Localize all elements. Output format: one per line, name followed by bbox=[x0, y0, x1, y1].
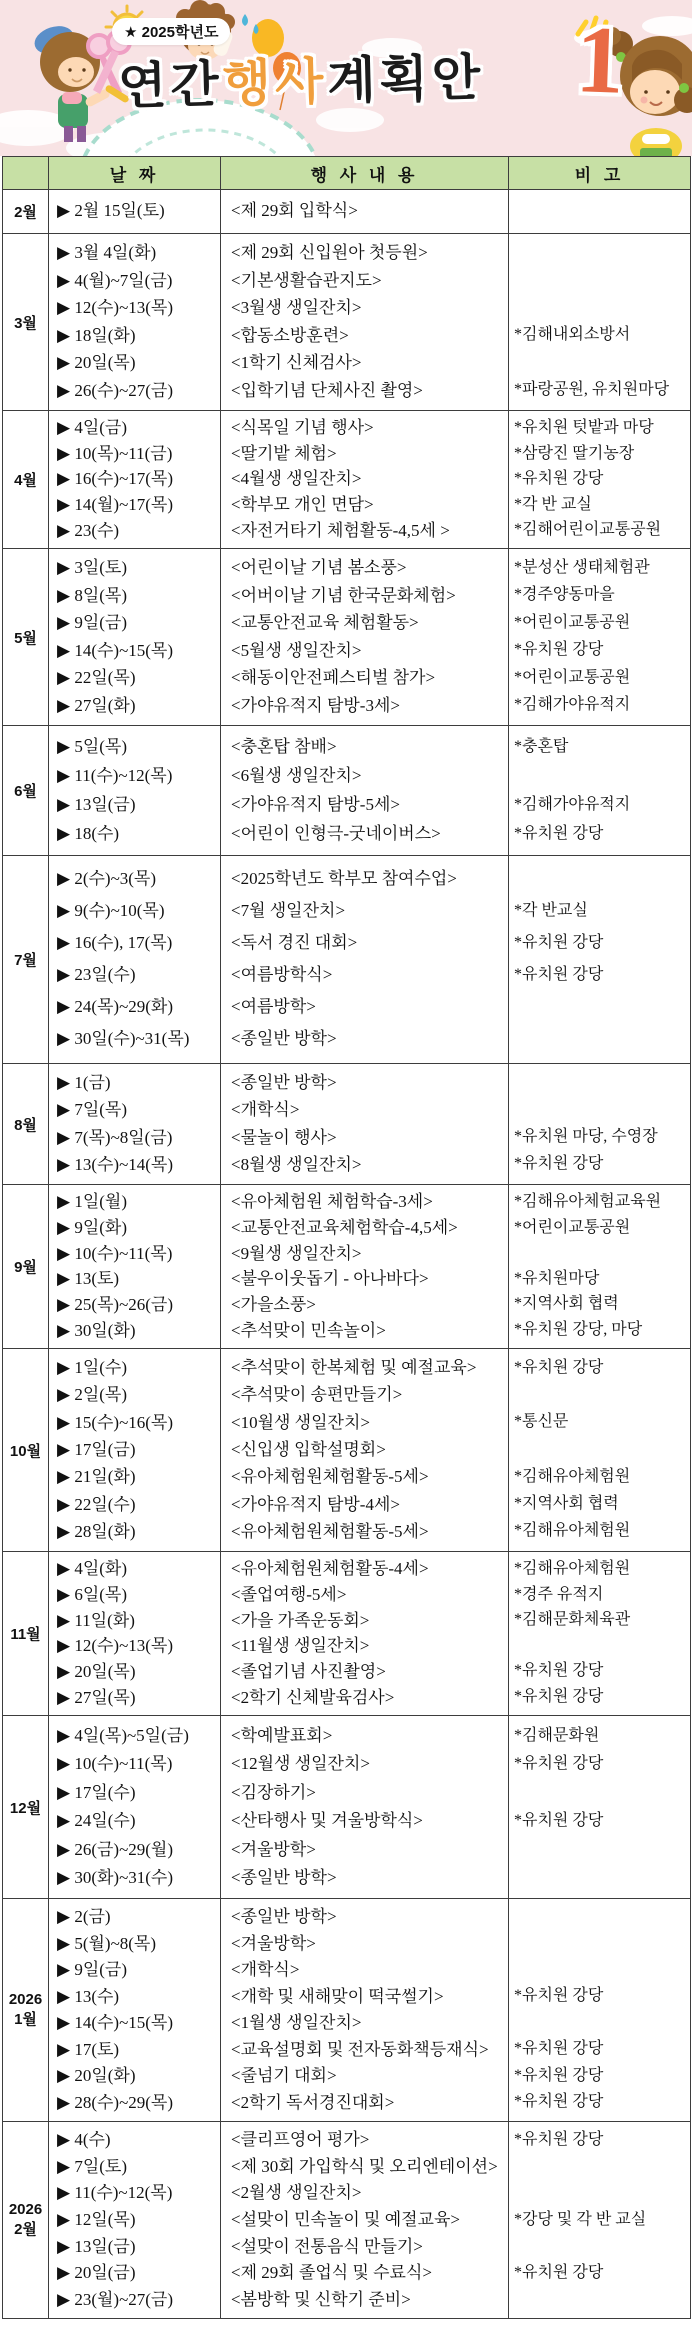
date-line: ▶ 5(월)~8(목) bbox=[57, 1933, 157, 1953]
event-line: <학예발표회> bbox=[231, 1725, 333, 1745]
date-line: ▶ 16(수)~17(목) bbox=[57, 469, 174, 489]
dates-cell bbox=[49, 856, 221, 1064]
date-line: ▶ 11(수)~12(목) bbox=[57, 2183, 173, 2203]
note-line: *충혼탑 bbox=[514, 737, 569, 755]
event-line: <1월생 생일잔치> bbox=[231, 2013, 362, 2033]
date-line: ▶ 9일(화) bbox=[57, 1217, 127, 1237]
notes-cell bbox=[509, 1716, 691, 1899]
date-line: ▶ 27일(목) bbox=[57, 1687, 136, 1707]
month-cell: 2026 2월 bbox=[3, 2122, 49, 2319]
date-line: ▶ 12일(목) bbox=[57, 2209, 136, 2229]
date-line: ▶ 10(목)~11(금) bbox=[57, 443, 173, 463]
note-line: *유치원 강당 bbox=[514, 1662, 604, 1680]
date-line: ▶ 17(토) bbox=[57, 2039, 120, 2059]
event-line: <여름방학> bbox=[231, 997, 316, 1017]
event-line: <설맞이 전통음식 만들기> bbox=[231, 2236, 423, 2256]
date-line: ▶ 1일(월) bbox=[57, 1192, 127, 1212]
event-line: <줄넘기 대회> bbox=[231, 2066, 337, 2086]
event-line: <기본생활습관지도> bbox=[231, 270, 382, 290]
date-line: ▶ 24(목)~29(화) bbox=[57, 997, 174, 1017]
note-line: *어린이교통공원 bbox=[514, 668, 631, 686]
date-line: ▶ 2월 15일(토) bbox=[57, 201, 165, 221]
event-line: <개학 및 새해맞이 떡국썰기> bbox=[231, 1986, 444, 2006]
event-line: <제 29회 신입원아 첫등원> bbox=[231, 242, 428, 262]
notes-cell bbox=[509, 726, 691, 856]
event-line: <2학기 신체발육검사> bbox=[231, 1687, 395, 1707]
banner bbox=[0, 0, 692, 156]
event-line: <12월생 생일잔치> bbox=[231, 1754, 370, 1774]
note-line bbox=[514, 1636, 688, 1657]
note-line bbox=[514, 1440, 688, 1461]
event-line: <1학기 신체검사> bbox=[231, 353, 362, 373]
date-line: ▶ 13(수) bbox=[57, 1986, 120, 2006]
date-line: ▶ 8일(목) bbox=[57, 585, 127, 605]
date-line: ▶ 2일(목) bbox=[57, 1385, 127, 1405]
event-line: <종일반 방학> bbox=[231, 1906, 337, 1926]
dates-cell bbox=[49, 1552, 221, 1716]
event-line: <클리프영어 평가> bbox=[231, 2130, 370, 2150]
date-line: ▶ 20일(금) bbox=[57, 2263, 136, 2283]
date-line: ▶ 26(금)~29(월) bbox=[57, 1839, 174, 1859]
notes-cell bbox=[509, 190, 691, 234]
date-line: ▶ 7일(토) bbox=[57, 2156, 127, 2176]
note-line: *유치원 강당 bbox=[514, 1358, 604, 1376]
event-line: <종일반 방학> bbox=[231, 1868, 337, 1888]
dates-cell bbox=[49, 234, 221, 411]
notes-cell bbox=[509, 1064, 691, 1185]
note-line: *유치원 강당 bbox=[514, 966, 604, 984]
dates-cell bbox=[49, 411, 221, 549]
month-row bbox=[3, 1899, 691, 2122]
note-line: *어린이교통공원 bbox=[514, 1218, 631, 1236]
note-line: *강당 및 각 반 교실 bbox=[514, 2210, 647, 2228]
event-line: <8월생 생일잔치> bbox=[231, 1155, 362, 1175]
date-line: ▶ 12(수)~13(목) bbox=[57, 1636, 174, 1656]
event-line: <종일반 방학> bbox=[231, 1072, 337, 1092]
note-line bbox=[514, 353, 688, 374]
month-row bbox=[3, 726, 691, 856]
date-line: ▶ 3일(토) bbox=[57, 557, 127, 577]
note-line: *김해가야유적지 bbox=[514, 795, 631, 813]
month-row bbox=[3, 1185, 691, 1349]
event-line: <3월생 생일잔치> bbox=[231, 298, 362, 318]
events-cell bbox=[221, 549, 509, 726]
event-line: <자전거타기 체험활동-4,5세 > bbox=[231, 520, 450, 540]
date-line: ▶ 7일(목) bbox=[57, 1100, 127, 1120]
month-row bbox=[3, 1349, 691, 1552]
date-line: ▶ 14(수)~15(목) bbox=[57, 2013, 174, 2033]
note-line: *삼랑진 딸기농장 bbox=[514, 444, 635, 462]
event-line: <산타행사 및 겨울방학식> bbox=[231, 1811, 423, 1831]
table-header-row bbox=[3, 157, 691, 190]
event-line: <유아체험원체험활동-4세> bbox=[231, 1559, 429, 1579]
title-part-2: 행사 bbox=[222, 53, 329, 113]
month-row bbox=[3, 1716, 691, 1899]
month-cell: 3월 bbox=[3, 234, 49, 411]
event-line: <추석맞이 한복체험 및 예절교육> bbox=[231, 1357, 477, 1377]
note-line: *김해유아체험교육원 bbox=[514, 1193, 662, 1211]
note-line: *경주양동마을 bbox=[514, 586, 615, 604]
note-line bbox=[514, 1029, 688, 1050]
event-line: <충혼탑 참배> bbox=[231, 736, 337, 756]
month-row bbox=[3, 234, 691, 411]
date-line: ▶ 2(금) bbox=[57, 1906, 111, 1926]
date-line: ▶ 11(수)~12(목) bbox=[57, 765, 173, 785]
note-line bbox=[514, 1385, 688, 1406]
dates-cell bbox=[49, 2122, 221, 2319]
date-line: ▶ 1(금) bbox=[57, 1072, 111, 1092]
month-row bbox=[3, 549, 691, 726]
note-line: *유치원 강당 bbox=[514, 2093, 604, 2111]
event-line: <개학식> bbox=[231, 1100, 300, 1120]
date-line: ▶ 24일(수) bbox=[57, 1811, 136, 1831]
date-line: ▶ 4(월)~7일(금) bbox=[57, 270, 173, 290]
note-line: *유치원 강당 bbox=[514, 934, 604, 952]
note-line bbox=[514, 2183, 688, 2204]
month-row bbox=[3, 411, 691, 549]
year-badge: ★ 2025학년도 bbox=[112, 18, 230, 45]
month-row bbox=[3, 2122, 691, 2319]
date-line: ▶ 20일(화) bbox=[57, 2066, 136, 2086]
event-line: <제 29회 졸업식 및 수료식> bbox=[231, 2263, 432, 2283]
date-line: ▶ 13(수)~14(목) bbox=[57, 1155, 174, 1175]
event-line: <2025학년도 학부모 참여수업> bbox=[231, 869, 457, 889]
dates-cell bbox=[49, 726, 221, 856]
month-cell: 6월 bbox=[3, 726, 49, 856]
note-line: *각 반교실 bbox=[514, 902, 588, 920]
month-row bbox=[3, 1064, 691, 1185]
annual-schedule-table bbox=[2, 156, 691, 2319]
date-line: ▶ 18(수) bbox=[57, 824, 120, 844]
date-line: ▶ 26(수)~27(금) bbox=[57, 380, 174, 400]
event-line: <가야유적지 탐방-3세> bbox=[231, 695, 400, 715]
events-cell bbox=[221, 856, 509, 1064]
date-line: ▶ 14(월)~17(목) bbox=[57, 495, 174, 515]
dates-cell bbox=[49, 190, 221, 234]
note-line bbox=[514, 2236, 688, 2257]
events-cell bbox=[221, 726, 509, 856]
note-line: *유치원 강당 bbox=[514, 1155, 604, 1173]
month-row bbox=[3, 190, 691, 234]
date-line: ▶ 30일(화) bbox=[57, 1320, 136, 1340]
note-line: *유치원 강당 bbox=[514, 1987, 604, 2005]
note-line bbox=[514, 1073, 688, 1094]
date-line: ▶ 12(수)~13(목) bbox=[57, 298, 174, 318]
note-line: *김해유아체험원 bbox=[514, 1522, 631, 1540]
date-line: ▶ 3월 4일(화) bbox=[57, 242, 157, 262]
events-cell bbox=[221, 234, 509, 411]
event-line: <졸업기념 사진촬영> bbox=[231, 1662, 386, 1681]
date-line: ▶ 15(수)~16(목) bbox=[57, 1412, 174, 1432]
note-line bbox=[514, 243, 688, 264]
date-line: ▶ 13일(금) bbox=[57, 2236, 136, 2256]
event-line: <5월생 생일잔치> bbox=[231, 640, 362, 660]
header-note: 비 고 bbox=[509, 157, 691, 190]
date-line: ▶ 4(수) bbox=[57, 2130, 111, 2150]
event-line: <봄방학 및 신학기 준비> bbox=[231, 2289, 411, 2309]
notes-cell bbox=[509, 856, 691, 1064]
month-row bbox=[3, 856, 691, 1064]
event-line: <2월생 생일잔치> bbox=[231, 2183, 362, 2203]
events-cell bbox=[221, 1064, 509, 1185]
event-line: <딸기밭 체험> bbox=[231, 443, 337, 463]
note-line: *유치원마당 bbox=[514, 1269, 600, 1287]
event-line: <11월생 생일잔치> bbox=[231, 1636, 370, 1656]
note-line bbox=[514, 1782, 688, 1803]
date-line: ▶ 23(수) bbox=[57, 520, 120, 540]
event-line: <추석맞이 민속놀이> bbox=[231, 1320, 386, 1340]
month-cell: 2026 1월 bbox=[3, 1899, 49, 2122]
note-line bbox=[514, 1243, 688, 1264]
month-cell: 12월 bbox=[3, 1716, 49, 1899]
event-line: <불우이웃돕기 - 아나바다> bbox=[231, 1269, 429, 1289]
date-line: ▶ 18일(화) bbox=[57, 325, 136, 345]
note-line bbox=[514, 997, 688, 1018]
date-line: ▶ 9일(금) bbox=[57, 613, 127, 633]
month-cell: 7월 bbox=[3, 856, 49, 1064]
dates-cell bbox=[49, 1064, 221, 1185]
events-cell bbox=[221, 190, 509, 234]
event-line: <어린이날 기념 봄소풍> bbox=[231, 557, 407, 577]
date-line: ▶ 23(월)~27(금) bbox=[57, 2289, 174, 2309]
event-line: <추석맞이 송편만들기> bbox=[231, 1385, 403, 1405]
month-cell: 8월 bbox=[3, 1064, 49, 1185]
note-line: *파랑공원, 유치원마당 bbox=[514, 381, 670, 399]
note-line: *유치원 마당, 수영장 bbox=[514, 1128, 658, 1146]
event-line: <7월 생일잔치> bbox=[231, 901, 346, 921]
date-line: ▶ 22일(목) bbox=[57, 668, 136, 688]
date-line: ▶ 27일(화) bbox=[57, 695, 136, 715]
note-line: *경주 유적지 bbox=[514, 1585, 604, 1603]
date-line: ▶ 22일(수) bbox=[57, 1494, 136, 1514]
note-line: *유치원 강당, 마당 bbox=[514, 1320, 643, 1338]
month-cell: 5월 bbox=[3, 549, 49, 726]
month-cell: 2월 bbox=[3, 190, 49, 234]
event-line: <교통안전교육 체험활동> bbox=[231, 613, 419, 633]
note-line: *김해문화원 bbox=[514, 1726, 600, 1744]
month-cell: 4월 bbox=[3, 411, 49, 549]
note-line bbox=[514, 1100, 688, 1121]
date-line: ▶ 16(수), 17(목) bbox=[57, 933, 173, 953]
events-cell bbox=[221, 1716, 509, 1899]
date-line: ▶ 13(토) bbox=[57, 1269, 120, 1289]
event-line: <학부모 개인 면담> bbox=[231, 495, 374, 515]
note-line: *유치원 강당 bbox=[514, 2040, 604, 2058]
dates-cell bbox=[49, 1899, 221, 2122]
note-line bbox=[514, 201, 688, 222]
date-line: ▶ 23일(수) bbox=[57, 965, 136, 985]
date-line: ▶ 2(수)~3(목) bbox=[57, 869, 157, 889]
events-cell bbox=[221, 2122, 509, 2319]
event-line: <10월생 생일잔치> bbox=[231, 1412, 370, 1432]
date-line: ▶ 30(화)~31(수) bbox=[57, 1868, 174, 1888]
event-line: <가을소풍> bbox=[231, 1295, 316, 1314]
note-line: *김해내외소방서 bbox=[514, 326, 631, 344]
note-line bbox=[514, 2013, 688, 2034]
note-line: *김해문화체육관 bbox=[514, 1611, 631, 1629]
event-line: <가을 가족운동회> bbox=[231, 1610, 370, 1630]
date-line: ▶ 28일(화) bbox=[57, 1522, 136, 1542]
note-line: *김해유아체험원 bbox=[514, 1560, 631, 1578]
title-part-1: 연간 bbox=[117, 56, 224, 115]
event-line: <가야유적지 탐방-4세> bbox=[231, 1494, 400, 1514]
note-line bbox=[514, 1867, 688, 1888]
note-line bbox=[514, 766, 688, 787]
date-line: ▶ 10(수)~11(목) bbox=[57, 1243, 173, 1263]
month-cell: 10월 bbox=[3, 1349, 49, 1552]
event-line: <유아체험원 체험학습-3세> bbox=[231, 1192, 433, 1212]
event-line: <종일반 방학> bbox=[231, 1029, 337, 1049]
date-line: ▶ 14(수)~15(목) bbox=[57, 640, 174, 660]
event-line: <식목일 기념 행사> bbox=[231, 418, 374, 438]
event-line: <입학기념 단체사진 촬영> bbox=[231, 380, 423, 400]
date-line: ▶ 7(목)~8일(금) bbox=[57, 1127, 173, 1147]
notes-cell bbox=[509, 1552, 691, 1716]
note-line: *김해가야유적지 bbox=[514, 696, 631, 714]
events-cell bbox=[221, 1349, 509, 1552]
notes-cell bbox=[509, 1185, 691, 1349]
date-line: ▶ 4일(금) bbox=[57, 418, 127, 438]
event-line: <9월생 생일잔치> bbox=[231, 1243, 362, 1263]
events-cell bbox=[221, 1552, 509, 1716]
date-line: ▶ 17일(금) bbox=[57, 1439, 136, 1459]
header-event: 행 사 내 용 bbox=[221, 157, 509, 190]
event-line: <졸업여행-5세> bbox=[231, 1584, 347, 1604]
date-line: ▶ 20일(목) bbox=[57, 1662, 136, 1681]
note-line bbox=[514, 1960, 688, 1981]
note-line: *유치원 강당 bbox=[514, 2263, 604, 2281]
dates-cell bbox=[49, 1349, 221, 1552]
dates-cell bbox=[49, 1716, 221, 1899]
note-line: *유치원 강당 bbox=[514, 2131, 604, 2149]
date-line: ▶ 25(목)~26(금) bbox=[57, 1295, 174, 1314]
note-line: *각 반 교실 bbox=[514, 495, 592, 513]
note-line: *유치원 강당 bbox=[514, 641, 604, 659]
date-line: ▶ 28(수)~29(목) bbox=[57, 2092, 174, 2112]
event-line: <겨울방학> bbox=[231, 1839, 316, 1859]
note-line: *분성산 생태체험관 bbox=[514, 559, 650, 577]
date-line: ▶ 4일(화) bbox=[57, 1559, 127, 1579]
date-line: ▶ 9(수)~10(목) bbox=[57, 901, 165, 921]
event-line: <신입생 입학설명회> bbox=[231, 1439, 386, 1459]
header-date: 날 짜 bbox=[49, 157, 221, 190]
date-line: ▶ 10(수)~11(목) bbox=[57, 1754, 173, 1774]
note-line: *김해어린이교통공원 bbox=[514, 520, 662, 538]
date-line: ▶ 1일(수) bbox=[57, 1357, 127, 1377]
date-line: ▶ 21일(화) bbox=[57, 1467, 136, 1487]
month-row bbox=[3, 1552, 691, 1716]
notes-cell bbox=[509, 1899, 691, 2122]
note-line: *유치원 강당 bbox=[514, 1811, 604, 1829]
dates-cell bbox=[49, 1185, 221, 1349]
note-line: *김해유아체험원 bbox=[514, 1467, 631, 1485]
note-line bbox=[514, 1934, 688, 1955]
note-line: *통신문 bbox=[514, 1413, 569, 1431]
notes-cell bbox=[509, 234, 691, 411]
event-line: <교육설명회 및 전자동화책등재식> bbox=[231, 2039, 489, 2059]
notes-cell bbox=[509, 411, 691, 549]
title-part-3: 계획안 bbox=[326, 49, 485, 110]
event-line: <설맞이 민속놀이 및 예절교육> bbox=[231, 2209, 460, 2229]
note-line: *유치원 강당 bbox=[514, 1687, 604, 1705]
date-line: ▶ 20일(목) bbox=[57, 353, 136, 373]
event-line: <가야유적지 탐방-5세> bbox=[231, 795, 400, 815]
page-title bbox=[117, 37, 485, 119]
notes-cell bbox=[509, 1349, 691, 1552]
events-cell bbox=[221, 1899, 509, 2122]
event-line: <독서 경진 대회> bbox=[231, 933, 358, 953]
note-line: *유치원 강당 bbox=[514, 824, 604, 842]
date-line: ▶ 30일(수)~31(목) bbox=[57, 1029, 190, 1049]
event-line: <4월생 생일잔치> bbox=[231, 469, 362, 489]
event-line: <합동소방훈련> bbox=[231, 325, 349, 345]
note-line: *유치원 강당 bbox=[514, 1755, 604, 1773]
note-line: *어린이교통공원 bbox=[514, 613, 631, 631]
event-line: <교통안전교육체험학습-4,5세> bbox=[231, 1217, 458, 1237]
date-line: ▶ 11일(화) bbox=[57, 1610, 135, 1630]
dates-cell bbox=[49, 549, 221, 726]
month-cell: 9월 bbox=[3, 1185, 49, 1349]
note-line bbox=[514, 1907, 688, 1928]
note-line bbox=[514, 870, 688, 891]
event-line: <김장하기> bbox=[231, 1782, 316, 1802]
event-line: <여름방학식> bbox=[231, 965, 333, 985]
note-line bbox=[514, 270, 688, 291]
note-line bbox=[514, 1839, 688, 1860]
event-line: <유아체험원체험활동-5세> bbox=[231, 1522, 429, 1542]
event-line: <유아체험원체험활동-5세> bbox=[231, 1467, 429, 1487]
event-line: <물놀이 행사> bbox=[231, 1127, 337, 1147]
month-cell: 11월 bbox=[3, 1552, 49, 1716]
date-line: ▶ 5일(목) bbox=[57, 736, 127, 756]
note-line: *지역사회 협력 bbox=[514, 1495, 619, 1513]
note-line: *유치원 텃밭과 마당 bbox=[514, 419, 654, 437]
note-line: *유치원 강당 bbox=[514, 470, 604, 488]
event-line: <해동이안전페스티벌 참가> bbox=[231, 668, 436, 688]
date-line: ▶ 4일(목)~5일(금) bbox=[57, 1725, 189, 1745]
notes-cell bbox=[509, 2122, 691, 2319]
event-line: <6월생 생일잔치> bbox=[231, 765, 362, 785]
event-line: <겨울방학> bbox=[231, 1933, 316, 1953]
header-month bbox=[3, 157, 49, 190]
note-line bbox=[514, 298, 688, 319]
note-line: *지역사회 협력 bbox=[514, 1295, 619, 1313]
date-line: ▶ 9일(금) bbox=[57, 1960, 127, 1980]
notes-cell bbox=[509, 549, 691, 726]
schedule-body bbox=[3, 190, 691, 2319]
events-cell bbox=[221, 411, 509, 549]
event-line: <2학기 독서경진대회> bbox=[231, 2092, 395, 2112]
events-cell bbox=[221, 1185, 509, 1349]
date-line: ▶ 13일(금) bbox=[57, 795, 136, 815]
event-line: <개학식> bbox=[231, 1960, 300, 1980]
date-line: ▶ 6일(목) bbox=[57, 1584, 127, 1604]
note-line: *유치원 강당 bbox=[514, 2066, 604, 2084]
date-line: ▶ 17일(수) bbox=[57, 1782, 136, 1802]
event-line: <제 30회 가입학식 및 오리엔테이션> bbox=[231, 2156, 498, 2176]
event-line: <제 29회 입학식> bbox=[231, 201, 358, 221]
note-line bbox=[514, 2157, 688, 2178]
note-line bbox=[514, 2289, 688, 2310]
event-line: <어린이 인형극-굿네이버스> bbox=[231, 824, 441, 844]
event-line: <어버이날 기념 한국문화체험> bbox=[231, 585, 456, 605]
page-number: 1 bbox=[574, 5, 626, 114]
